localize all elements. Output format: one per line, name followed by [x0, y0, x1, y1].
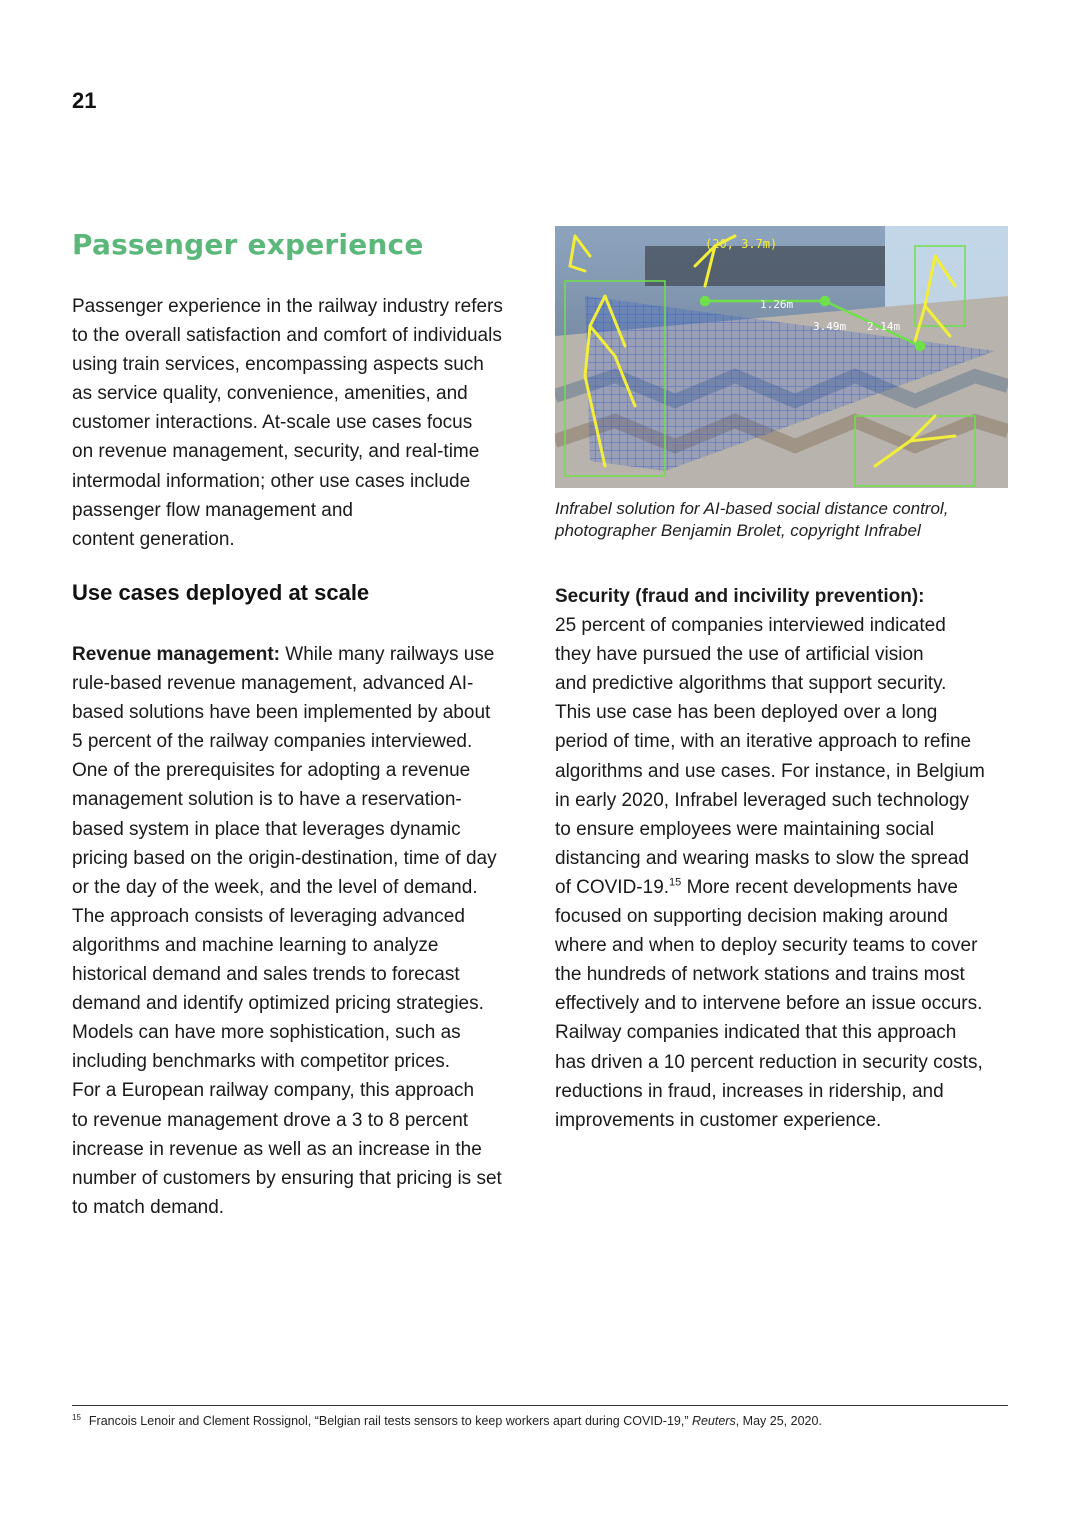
text-fragment: of COVID-19.	[555, 876, 670, 898]
revenue-lead: Revenue management:	[72, 644, 281, 665]
text-line: intermodal information; other use cases include	[72, 470, 471, 492]
text-line: reductions in fraud, increases in ridership, and	[555, 1080, 944, 1102]
text-line: pricing based on the origin-destination, time of day	[72, 847, 497, 869]
footnote-text: Francois Lenoir and Clement Rossignol, “Belgian rail tests sensors to keep workers apart during COVID-19,”	[88, 1414, 692, 1429]
footnote-divider	[72, 1405, 1008, 1406]
text-line: effectively and to intervene before an issue occurs.	[555, 993, 983, 1015]
overlay-label: 2.14m	[867, 320, 901, 333]
text-fragment: More recent developments have	[681, 876, 959, 898]
text-line: based solutions have been implemented by about	[72, 702, 491, 724]
text-line: This use case has been deployed over a long	[555, 702, 938, 724]
text-line: passenger flow management and	[72, 499, 353, 521]
text-line: content generation.	[72, 528, 235, 550]
caption-line: Infrabel solution for AI-based social distance control,	[555, 499, 949, 518]
intro-paragraph	[72, 292, 532, 554]
footnote-source: Reuters	[691, 1414, 736, 1429]
figure-caption	[555, 498, 1015, 542]
text-line: Models can have more sophistication, such as	[72, 1022, 461, 1044]
text-line: they have pursued the use of artificial vision	[555, 644, 924, 666]
page-number: 21	[72, 88, 97, 113]
security-lead: Security (fraud and incivility prevention):	[555, 586, 925, 607]
text-line: demand and identify optimized pricing strategies.	[72, 993, 484, 1015]
text-line: focused on supporting decision making around	[555, 906, 948, 928]
text-line: customer interactions. At-scale use cases focus	[72, 412, 473, 434]
text-line: and predictive algorithms that support security.	[555, 673, 947, 695]
text-line: to the overall satisfaction and comfort of individuals	[72, 325, 502, 347]
text-line: on revenue management, security, and real-time	[72, 441, 480, 463]
text-line: 5 percent of the railway companies interviewed.	[72, 731, 473, 753]
revenue-paragraph	[72, 640, 532, 1222]
text-line: 25 percent of companies interviewed indicated	[555, 615, 946, 637]
footnote-mark: 15	[72, 1413, 81, 1422]
text-line: historical demand and sales trends to forecast	[72, 964, 460, 986]
section-title: Passenger experience	[72, 228, 424, 261]
text-line: in early 2020, Infrabel leveraged such technology	[555, 789, 970, 811]
footnote	[72, 1410, 1008, 1429]
text-line: algorithms and machine learning to analyze	[72, 934, 439, 956]
text-line: Passenger experience in the railway industry refers	[72, 296, 503, 317]
subsection-title: Use cases deployed at scale	[72, 580, 370, 605]
text-line: to revenue management drove a 3 to 8 percent	[72, 1109, 469, 1131]
social-distance-photo	[555, 226, 1008, 488]
text-line: increase in revenue as well as an increase in the	[72, 1138, 482, 1160]
footnote-date: , May 25, 2020.	[735, 1414, 822, 1429]
text-line: number of customers by ensuring that pricing is set	[72, 1167, 502, 1189]
text-line: period of time, with an iterative approach to refine	[555, 731, 972, 753]
caption-line: photographer Benjamin Brolet, copyright Infrabel	[555, 521, 921, 540]
text-fragment: While many railways use	[280, 644, 495, 665]
text-line: the hundreds of network stations and trains most	[555, 964, 965, 986]
text-line: algorithms and use cases. For instance, in Belgium	[555, 760, 985, 782]
text-line: based system in place that leverages dynamic	[72, 818, 461, 840]
text-line: distancing and wearing masks to slow the spread	[555, 847, 970, 869]
footnote-ref[interactable]: 15	[669, 876, 682, 889]
security-paragraph	[555, 582, 1015, 1135]
text-line: as service quality, convenience, amenities, and	[72, 383, 468, 405]
text-line: using train services, encompassing aspects such	[72, 354, 484, 376]
text-line: including benchmarks with competitor prices.	[72, 1051, 451, 1073]
text-line: management solution is to have a reservation-	[72, 789, 462, 811]
text-line: has driven a 10 percent reduction in security costs,	[555, 1051, 983, 1073]
overlay-label: 1.26m	[760, 298, 794, 311]
overlay-label: (20, 3.7m)	[705, 237, 778, 251]
text-line: Railway companies indicated that this approach	[555, 1022, 957, 1044]
overlay-label: 3.49m	[813, 320, 847, 333]
text-line	[555, 873, 1015, 902]
text-line	[72, 640, 532, 669]
text-line: where and when to deploy security teams to cover	[555, 935, 978, 957]
text-line: rule-based revenue management, advanced AI-	[72, 673, 474, 695]
text-line: improvements in customer experience.	[555, 1109, 882, 1131]
photo-illustration	[555, 226, 1008, 488]
text-line: One of the prerequisites for adopting a revenue	[72, 760, 471, 782]
text-line: to ensure employees were maintaining social	[555, 818, 935, 840]
text-line: For a European railway company, this approach	[72, 1080, 475, 1102]
text-line: or the day of the week, and the level of demand.	[72, 876, 478, 898]
text-line: The approach consists of leveraging advanced	[72, 905, 465, 927]
text-line: to match demand.	[72, 1196, 225, 1218]
